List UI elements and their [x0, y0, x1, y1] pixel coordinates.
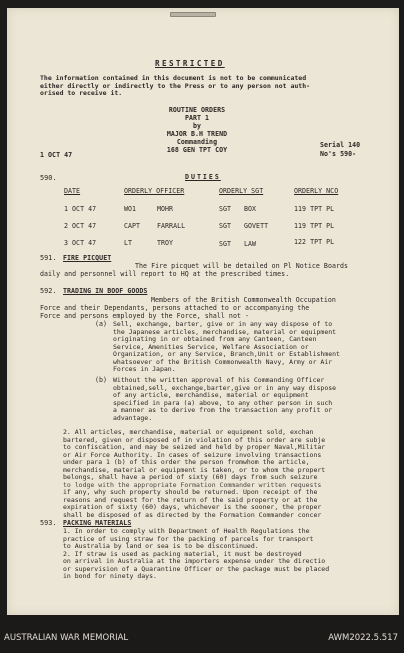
- body-line: specified in para (a) above, to any other person in such: [113, 398, 333, 407]
- notice-line: The information contained in this document is not to be communicated: [40, 74, 307, 82]
- section-number: 592.: [40, 287, 57, 295]
- item-label: (b): [95, 376, 108, 384]
- section-heading: PACKING MATERIALS: [63, 519, 132, 527]
- duties-header-nco: ORDERLY NCO: [294, 187, 339, 195]
- classification-heading: RESTRICTED: [155, 59, 225, 68]
- body-line: whatsoever of the British Commonwealth Navy, Army or Air: [113, 357, 333, 366]
- body-line: of any article, merchandise, material or equipment: [113, 391, 309, 400]
- body-line: in bond for ninety days.: [63, 572, 157, 581]
- title-line: MAJOR B.H TREND: [166, 130, 228, 138]
- serial-number: Serial 140: [320, 141, 361, 149]
- item-a-text: [113, 321, 340, 374]
- body-line: Sell, exchange, barter, give or in any way dispose of to: [113, 320, 333, 328]
- packing-text: [63, 528, 329, 581]
- body-line: if any, why such property should be returned. Upon receipt of the: [63, 488, 318, 497]
- body-line: belongs, shall have a period of sixty (60) days from such seizure: [63, 473, 318, 482]
- duties-header-date: DATE: [64, 187, 81, 195]
- duties-header-sgt: ORDERLY SGT: [219, 187, 264, 195]
- body-line: or Air Force Authority. In cases of seizure involving transactions: [63, 450, 322, 459]
- body-line: Forces in Japan.: [113, 365, 176, 374]
- officer-rank: CAPT: [124, 222, 141, 230]
- officer-name: TROY: [157, 239, 174, 247]
- body-line: Force and persons employed by the Force, shall not -: [40, 312, 250, 320]
- sgt-name: LAW: [244, 240, 257, 248]
- duty-date: 1 OCT 47: [64, 205, 97, 213]
- title-line: PART 1: [184, 114, 210, 122]
- duties-header-officer: ORDERLY OFFICER: [124, 187, 185, 195]
- body-line: Members of the British Commonwealth Occupation: [151, 296, 336, 304]
- body-line: or supervision of a Quarantine Officer or the package must be placed: [63, 564, 330, 573]
- body-line: reasons and request for the return of the said property or at the: [63, 495, 318, 504]
- item-b-text: [113, 377, 336, 422]
- body-line: originating in or obtained from any Canteen, Canteen: [113, 335, 317, 344]
- nco-platoon: 119 TPT PL: [294, 222, 335, 230]
- sgt-name: GOVETT: [244, 222, 269, 230]
- notice-line: either directly or indirectly to the Press or to any person not auth-: [40, 81, 311, 90]
- body-line: The Fire picquet will be detailed on Pl Notice Boards: [135, 262, 349, 270]
- body-line: 2. If straw is used as packing material, it must be destroyed: [63, 549, 302, 558]
- section-number: 591.: [40, 254, 57, 262]
- section-number: 593.: [40, 519, 57, 527]
- body-line: Service, Amenities Service, Welfare Association or: [113, 342, 309, 351]
- staple-mark: [170, 12, 216, 17]
- body-line: to lodge with the appropriate Formation Commander written requests: [63, 480, 322, 489]
- title-line: by: [192, 122, 202, 130]
- nco-platoon: 122 TPT PL: [294, 238, 335, 246]
- title-line: 168 GEN TPT COY: [166, 146, 228, 154]
- section-number: 590.: [40, 174, 57, 182]
- body-line: daily and personnel will report to HQ at the prescribed times.: [40, 270, 290, 278]
- duty-date: 3 OCT 47: [64, 239, 97, 247]
- sgt-name: BOX: [244, 205, 257, 213]
- footer-institution: AUSTRALIAN WAR MEMORIAL: [4, 633, 129, 643]
- body-line: under para 1 (b) of this order the person fromwhom the article,: [63, 458, 310, 467]
- body-line: expiration of sixty (60) days, whichever is the sooner, the proper: [63, 503, 322, 512]
- body-line: merchandise, material or equipment is taken, or to whom the propert: [63, 465, 326, 474]
- body-line: the Japanese articles, merchandise, material or equipment: [113, 327, 337, 336]
- title-line: ROUTINE ORDERS: [168, 106, 226, 114]
- body-line: 2. All articles, merchandise, material or equipment sold, exchan: [63, 428, 314, 436]
- para-2-text: [63, 429, 325, 520]
- security-notice: [40, 75, 310, 98]
- body-line: to confiscation, and may be seized and held by proper Naval,Militar: [63, 443, 326, 452]
- notice-line: orised to receive it.: [40, 89, 123, 98]
- body-line: Without the written approval of his Commanding Officer: [113, 376, 325, 384]
- footer-accession-number: AWM2022.5.517: [328, 633, 398, 643]
- duty-date: 2 OCT 47: [64, 222, 97, 230]
- section-heading: DUTIES: [185, 173, 221, 181]
- order-numbers: No's 590-: [320, 150, 357, 158]
- order-date: 1 OCT 47: [40, 151, 73, 159]
- section-heading: TRADING IN BOOF GOODS: [63, 287, 148, 295]
- sgt-rank: SGT: [219, 222, 232, 230]
- body-line: to Australia by land or sea is to be discontinued.: [63, 542, 259, 551]
- body-line: advantage.: [113, 413, 153, 422]
- officer-rank: LT: [124, 239, 133, 247]
- body-line: a manner as to derive from the transaction any profit or: [113, 406, 333, 415]
- body-line: bartered, given or disposed of in violation of this order are subje: [63, 435, 326, 444]
- nco-platoon: 119 TPT PL: [294, 205, 335, 213]
- sgt-rank: SGT: [219, 240, 232, 248]
- document-page: [7, 8, 399, 615]
- officer-name: FARRALL: [157, 222, 186, 230]
- body-line: on arrival in Australia at the importers expense under the directio: [63, 557, 326, 566]
- section-heading: FIRE PICQUET: [63, 254, 112, 262]
- item-label: (a): [95, 320, 108, 328]
- sgt-rank: SGT: [219, 205, 232, 213]
- officer-rank: WO1: [124, 205, 137, 213]
- body-line: 1. In order to comply with Department of Health Regulations the: [63, 527, 310, 535]
- body-line: Force and their Dependants, persons attached to or accompanying the: [40, 304, 310, 312]
- body-line: obtained,sell, exchange,barter,give or in any way dispose: [113, 383, 337, 392]
- officer-name: MOHR: [157, 205, 174, 213]
- title-line: Commanding: [176, 138, 218, 146]
- body-line: Organization, or any Service, Branch,Unit or Establishment: [113, 350, 340, 359]
- body-line: practice of using straw for the packing of parcels for transport: [63, 534, 314, 543]
- body-line: shall be disposed of as directed by the Formation Commander concer: [63, 511, 322, 520]
- archive-footer: [0, 615, 404, 653]
